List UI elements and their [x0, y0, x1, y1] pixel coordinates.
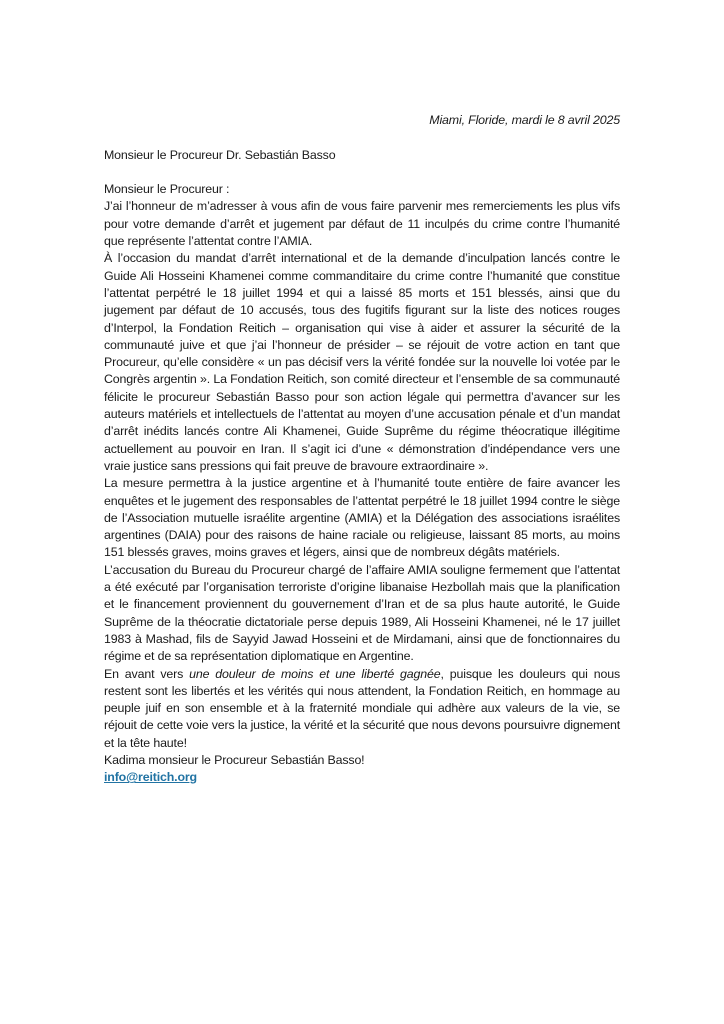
italic-phrase: une douleur de moins et une liberté gagnée [189, 666, 441, 681]
letter-content [104, 112, 620, 787]
paragraph-forward-before: En avant vers [104, 666, 190, 681]
paragraph-measure: La mesure permettra à la justice argentine et à l’humanité toute entière de faire avancer les enquêtes et le jugement des responsables de l’attentat perpétré le 18 juillet 1994 contre le siège de l’Association mutuelle israélite argentine (AMIA) et la Délégation des associations israélites argentines (DAIA) pour des raisons de haine raciale ou religieuse, laissant 85 morts, au moins 151 blessés graves, moins graves et légers, ainsi que de nombreux dégâts matériels. [104, 476, 620, 560]
salutation: Monsieur le Procureur : [104, 182, 230, 197]
paragraph-forward-after: , puisque les douleurs qui nous restent sont les libertés et les vérités qui nous attendent, la Fondation Reitich, en hommage au peuple juif en son ensemble et à la fraternité mondiale qui adhère aux valeurs de la vie, se réjouit de cette voie vers la justice, la vérité et la sécurité que nous devons poursuivre dignement et la tête haute! [104, 666, 620, 750]
paragraph-accusation: L’accusation du Bureau du Procureur chargé de l’affaire AMIA souligne fermement que l’attentat a été exécuté par l’organisation terroriste d’origine libanaise Hezbollah mais que la planification et le financement proviennent du gouvernement d’Iran et de sa plus haute autorité, le Guide Suprême de la théocratie dictatoriale perse depuis 1989, Ali Hosseini Khamenei, né le 17 juillet 1983 à Mashad, fils de Sayyid Jawad Hosseini et de Mirdamani, ainsi que de fonctionnaires du régime et de sa représentation diplomatique en Argentine. [104, 562, 620, 664]
email-line [104, 769, 620, 786]
closing-line: Kadima monsieur le Procureur Sebastián Basso! [104, 752, 365, 767]
email-link[interactable]: info@reitich.org [104, 770, 197, 785]
paragraph-thanks: J’ai l’honneur de m’adresser à vous afin de vous faire parvenir mes remerciements les plus vifs pour votre demande d’arrêt et jugement par défaut de 11 inculpés du crime contre l’humanité que représente l’attentat contre l’AMIA. [104, 199, 620, 249]
spacer [104, 164, 620, 181]
paragraph-forward [104, 666, 620, 752]
paragraph-mandate: À l’occasion du mandat d’arrêt international et de la demande d’inculpation lancés contre le Guide Ali Hosseini Khamenei comme commanditaire du crime contre l’humanité que constitue l’attentat perpétré le 18 juillet 1994 et qui a laissé 85 morts et 151 blessés, ainsi que du jugement par défaut de 10 accusés, tous des fugitifs figurant sur la liste des notices rouges d’Interpol, la Fondation Reitich – organisation qui vise à aider et assurer la sécurité de la communauté juive et que j’ai l’honneur de présider – se réjouit de votre action en tant que Procureur, qu’elle considère « un pas décisif vers la vérité fondée sur la nouvelle loi votée par le Congrès argentin ». La Fondation Reitich, son comité directeur et l’ensemble de sa communauté félicite le procureur Sebastián Basso pour son action légale qui permettra d’avancer sur les auteurs matériels et intellectuels de l’attentat au moyen d’une accusation pénale et d’un mandat d’arrêt inédits lancés contre Ali Khamenei, Guide Suprême du régime théocratique illégitime actuellement au pouvoir en Iran. Il s’agit ici d’une « démonstration d’indépendance vers une vraie justice sans pressions qui fait preuve de bravoure extraordinaire ». [104, 251, 620, 473]
spacer [104, 129, 620, 146]
recipient-line: Monsieur le Procureur Dr. Sebastián Basso [104, 147, 336, 162]
date-line: Miami, Floride, mardi le 8 avril 2025 [429, 113, 620, 127]
